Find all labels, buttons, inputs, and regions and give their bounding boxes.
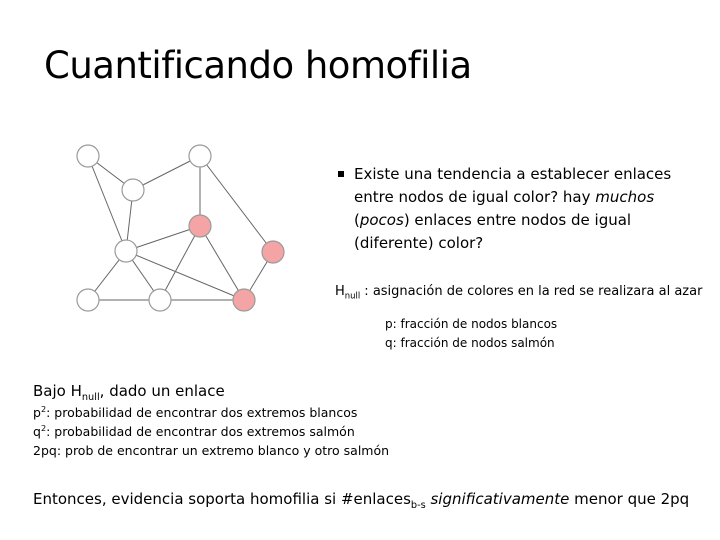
graph-node-salmon [233,289,255,311]
graph-node-white [77,145,99,167]
null-hypothesis [335,284,702,299]
conclusion-pre: Entonces, evidencia soporta homofilia si #enlaces [33,490,411,508]
conclusion-emph: significativamente [425,490,570,508]
fraction-p: p: fracción de nodos blancos [385,317,558,331]
graph-node-white [189,145,211,167]
page-title: Cuantificando homofilia [44,44,472,87]
bullet-few: pocos [359,211,404,229]
definition-p2 [33,403,389,422]
graph-node-salmon [262,241,284,263]
bajo-heading [33,382,225,403]
graph-node-salmon [189,215,211,237]
bajo-post: , dado un enlace [99,382,225,400]
def-p2-symbol: p [33,405,41,420]
bullet-question [338,163,678,255]
bullet-text [354,163,678,255]
definitions [33,403,389,460]
graph-edge [200,156,273,252]
graph-node-white [115,240,137,262]
definition-q2 [33,422,389,441]
conclusion-post: menor que 2pq [569,490,690,508]
graph-node-white [122,179,144,201]
def-q2-sup: 2 [40,422,47,433]
hnull-text: : asignación de colores en la red se realizara al azar [360,284,703,299]
conclusion [33,490,690,511]
hnull-h: H [335,284,345,299]
def-q2-symbol: q [33,424,41,439]
bajo-pre: Bajo H [33,382,82,400]
def-p2-sup: 2 [40,403,47,414]
bullet-many: muchos [595,188,655,206]
hnull-sub: null [344,290,361,301]
fraction-q: q: fracción de nodos salmón [385,336,555,350]
bullet-prefix: Existe una tendencia a establecer enlaces entre nodos de igual color? hay [354,165,672,206]
graph-edge [126,251,244,300]
bullet-suffix: ) enlaces entre nodos de igual (diferente) color? [354,211,632,252]
def-q2-text: : probabilidad de encontrar dos extremos salmón [46,424,355,439]
bullet-paren: ( [354,211,360,229]
fractions [385,315,557,353]
graph-edges [88,156,273,300]
bajo-sub: null [81,392,100,403]
conclusion-sub: b-s [410,500,426,511]
square-bullet-icon [338,171,344,177]
definition-2pq [33,441,389,460]
graph-node-white [149,289,171,311]
def-p2-text: : probabilidad de encontrar dos extremos blancos [46,405,358,420]
def-2pq-text: : prob de encontrar un extremo blanco y otro salmón [56,443,390,458]
graph-node-white [77,289,99,311]
def-2pq-symbol: 2pq [33,443,57,458]
graph-edge [200,226,244,300]
